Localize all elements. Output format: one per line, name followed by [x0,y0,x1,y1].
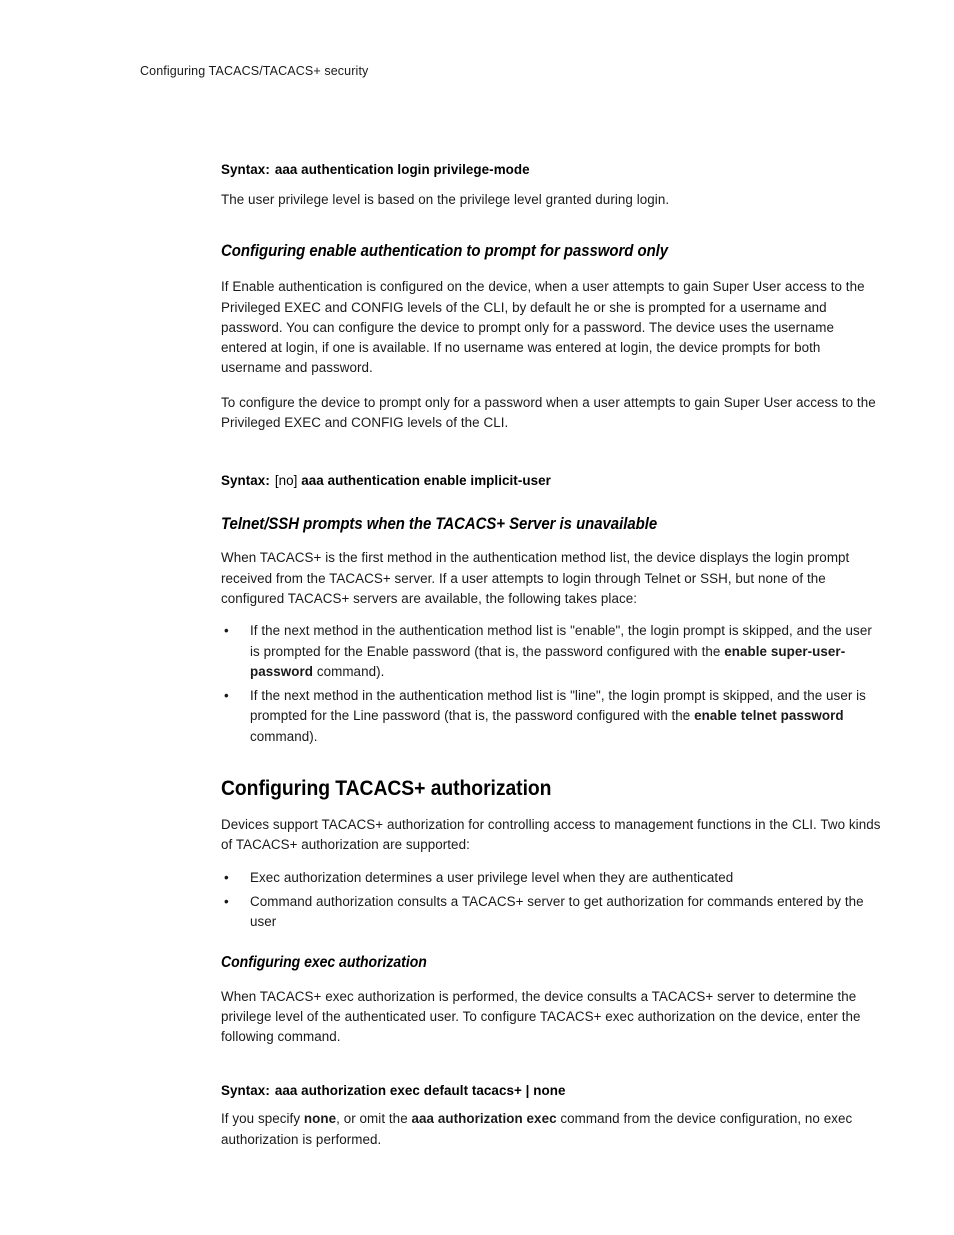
syntax-command: aaa authorization exec default tacacs+ | none [274,1083,566,1099]
paragraph-prompt-password-only: To configure the device to prompt only for a password when a user attempts to gain Super User access to the Privileged EXEC and CONFIG levels of the CLI. [221,394,876,431]
syntax-label: Syntax: [221,473,270,489]
list-item [221,868,883,888]
syntax-line-authorization-exec-default [221,1081,883,1101]
note-segment-1: If you specify [221,1111,304,1127]
syntax-command: aaa authentication login privilege-mode [274,162,530,177]
syntax-label: Syntax: [221,162,270,177]
paragraph-privilege-level: The user privilege level is based on the privilege level granted during login. [221,192,670,207]
syntax-optional-token: [no] [274,473,298,489]
list-item-command: enable telnet password [694,708,844,724]
running-header: Configuring TACACS/TACACS+ security [140,64,369,78]
list-item [221,892,883,933]
list-item-command: enable super-user-password [250,643,846,679]
syntax-line-login-privilege-mode [221,160,883,180]
syntax-label: Syntax: [221,1083,270,1099]
list-item-text-before: If the next method in the authentication method list is "line", the login prompt is skipped, and the user is prompted for the Line password (that is, the password configured with the [250,688,866,724]
paragraph-authorization-kinds: Devices support TACACS+ authorization for controlling access to management functions in the CLI. Two kinds of TACACS+ authorization are supported: [221,817,881,853]
bullet-icon: • [224,869,229,885]
list-item-text-after: command). [250,728,318,744]
bullet-icon: • [224,688,229,704]
page-content [221,160,883,1150]
bullet-icon: • [224,623,229,639]
list-item-text: Exec authorization determines a user privilege level when they are authenticated [250,869,734,885]
list-item-text: Command authorization consults a TACACS+ server to get authorization for commands entered by the user [250,893,864,930]
syntax-command: aaa authentication enable implicit-user [301,473,551,489]
list-item-text-before: If the next method in the authentication method list is "enable", the login prompt is skipped, and the user is prompted for the Enable password (that is, the password configured with the [250,623,872,659]
paragraph-exec-authorization-detail: When TACACS+ exec authorization is performed, the device consults a TACACS+ server to determine the privilege level of the authenticated user. To configure TACACS+ exec authorization on the device, enter the following command. [221,988,861,1045]
note-segment-2: , or omit the [336,1111,412,1127]
bullet-list-authorization-kinds [221,868,883,933]
heading-configuring-tacacs-authorization: Configuring TACACS+ authorization [221,776,552,801]
note-segment-3: command from the device configuration, no exec authorization is performed. [221,1111,853,1147]
note-command-aaa-authorization-exec: aaa authorization exec [411,1111,557,1127]
list-item [221,621,883,682]
heading-telnet-ssh-prompts: Telnet/SSH prompts when the TACACS+ Server is unavailable [221,514,658,534]
bullet-list-unavailable-server [221,621,883,747]
paragraph-tacacs-first-method: When TACACS+ is the first method in the authentication method list, the device displays the login prompt received from the TACACS+ server. If a user attempts to login through Telnet or SSH, but none of the configured TACACS+ servers are available, the following takes place: [221,550,850,606]
bullet-icon: • [224,893,229,909]
paragraph-enable-authentication-detail: If Enable authentication is configured on the device, when a user attempts to gain Super User access to the Privileged EXEC and CONFIG levels of the CLI, by default he or she is prompted for a username and password. You can configure the device to prompt only for a password. The device uses the username entered at login, if one is available. If no username was entered at login, the device prompts for both username and password. [221,279,865,376]
syntax-line-enable-implicit-user [221,471,883,491]
paragraph-none-omit-note [221,1109,883,1150]
heading-configuring-exec-authorization: Configuring exec authorization [221,953,427,971]
list-item [221,686,883,747]
note-keyword-none: none [303,1111,337,1127]
heading-configuring-enable-authentication: Configuring enable authentication to prompt for password only [221,241,669,261]
list-item-text-after: command). [313,663,385,679]
